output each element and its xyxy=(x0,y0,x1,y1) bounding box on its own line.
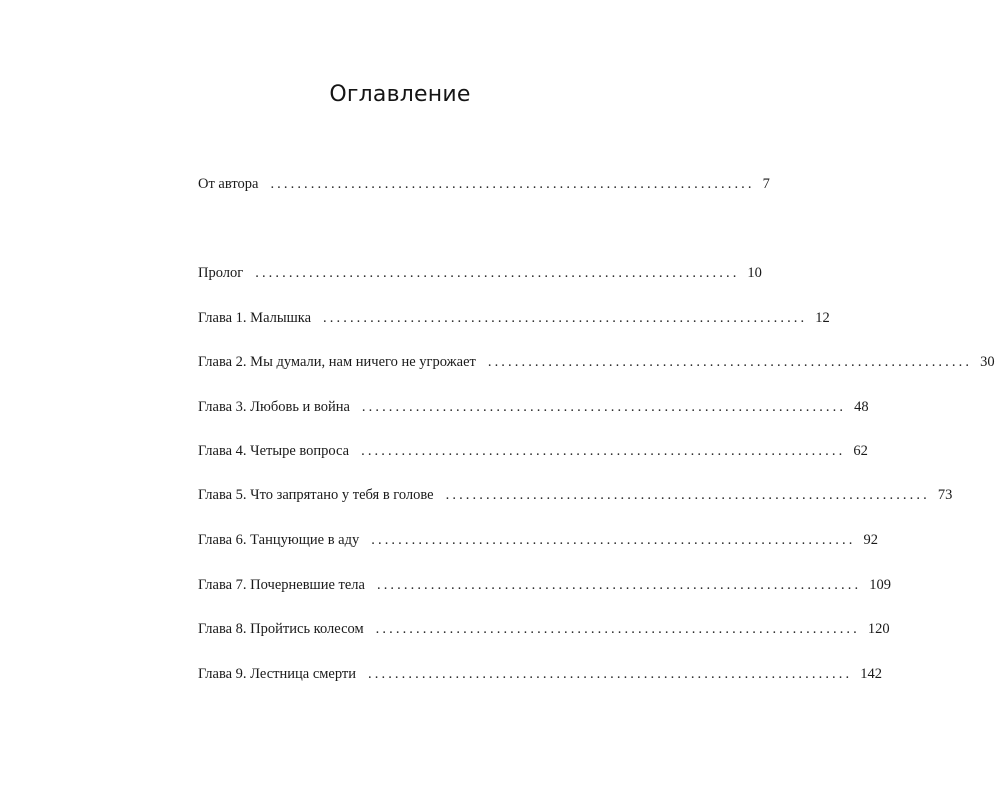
toc-entry-page: 92 xyxy=(863,532,878,548)
toc-dot-leader: ........................................................................ xyxy=(371,532,856,548)
toc-entry-label: Глава 1. Малышка xyxy=(198,310,312,326)
toc-entry-chapter-7 xyxy=(198,577,891,597)
toc-entry-page: 120 xyxy=(867,621,890,637)
toc-entry-label: Глава 3. Любовь и война xyxy=(198,399,350,415)
toc-entry-page: 48 xyxy=(854,399,869,415)
toc-entry-page: 12 xyxy=(815,310,830,326)
toc-entry-page: 142 xyxy=(860,666,882,682)
toc-entry-label: Глава 5. Что запрятано у тебя в голове xyxy=(198,487,434,503)
table-of-contents xyxy=(198,0,995,800)
toc-entry-page: 109 xyxy=(869,577,891,593)
toc-entry-label: Пролог xyxy=(198,265,244,281)
toc-dot-leader: ........................................................................ xyxy=(368,666,853,682)
toc-entry-page: 10 xyxy=(747,265,762,281)
toc-entry-label: Глава 6. Танцующие в аду xyxy=(198,532,360,548)
toc-entry-page: 62 xyxy=(853,443,868,459)
toc-entry-prologue xyxy=(198,265,762,285)
toc-dot-leader: ........................................................................ xyxy=(445,487,930,503)
toc-dot-leader: ........................................................................ xyxy=(270,176,755,192)
toc-dot-leader: ........................................................................ xyxy=(375,621,860,637)
toc-entry-page: 73 xyxy=(937,487,953,503)
toc-entry-label: Глава 2. Мы думали, нам ничего не угрожает xyxy=(198,354,476,370)
page-title: Оглавление xyxy=(329,82,471,107)
toc-dot-leader: ........................................................................ xyxy=(361,443,846,459)
toc-entry-chapter-4 xyxy=(198,443,868,463)
toc-entry-author-note xyxy=(198,176,770,196)
toc-dot-leader: ........................................................................ xyxy=(255,265,740,281)
toc-entry-chapter-6 xyxy=(198,532,878,552)
toc-entry-label: Глава 8. Пройтись колесом xyxy=(198,621,364,637)
toc-entry-chapter-5 xyxy=(198,487,953,507)
toc-entry-label: Глава 7. Почерневшие тела xyxy=(198,577,365,593)
toc-entry-label: Глава 9. Лестница смерти xyxy=(198,666,357,682)
toc-entry-page: 7 xyxy=(762,176,770,192)
toc-entry-chapter-9 xyxy=(198,666,882,686)
toc-entry-chapter-1 xyxy=(198,310,830,330)
toc-entry-label: Глава 4. Четыре вопроса xyxy=(198,443,350,459)
toc-entry-chapter-2 xyxy=(198,354,995,374)
toc-entry-chapter-3 xyxy=(198,399,869,419)
toc-entry-label: От автора xyxy=(198,176,259,192)
toc-dot-leader: ........................................................................ xyxy=(361,399,847,415)
toc-dot-leader: ........................................................................ xyxy=(487,354,973,370)
toc-dot-leader: ........................................................................ xyxy=(323,310,808,326)
toc-entry-page: 30 xyxy=(980,354,995,370)
toc-entry-chapter-8 xyxy=(198,621,890,641)
toc-dot-leader: ........................................................................ xyxy=(376,577,862,593)
